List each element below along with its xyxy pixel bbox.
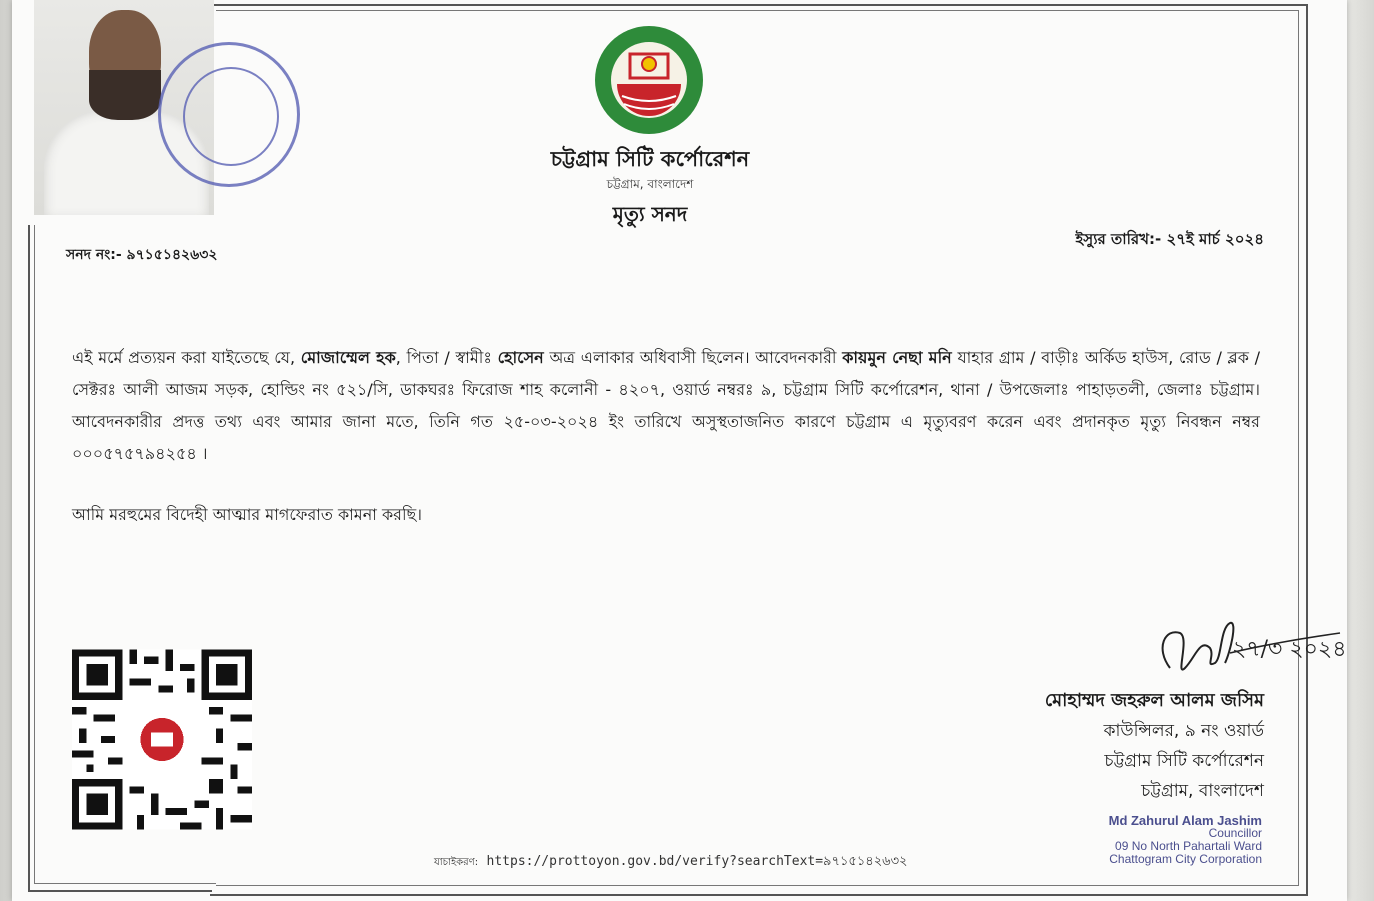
signatory-name: মোহাম্মদ জহরুল আলম জসিম: [1044, 690, 1264, 711]
verify-url[interactable]: https://prottoyon.gov.bd/verify?searchText=৯৭১৫১৪২৬৩২: [486, 854, 908, 869]
body-text-1: এই মর্মে প্রত্যয়ন করা যাইতেছে যে,: [72, 348, 296, 367]
certificate-body: [72, 342, 1260, 470]
signatory-block: [1045, 686, 1264, 806]
seal-name: Md Zahurul Alam Jashim: [1108, 813, 1262, 828]
applicant-name: কায়মুন নেছা মনি: [842, 348, 952, 367]
body-text-3: অত্র এলাকার অধিবাসী ছিলেন। আবেদনকারী: [549, 348, 837, 367]
underlying-paper-right: [1346, 0, 1374, 901]
body-text-2: , পিতা / স্বামীঃ: [395, 348, 492, 367]
verification-line: [434, 852, 908, 873]
handwritten-signature: [1150, 608, 1350, 698]
deceased-name: মোজাম্মেল হক: [300, 348, 396, 367]
verification-qr-code[interactable]: [72, 648, 252, 831]
english-seal: [1109, 814, 1262, 866]
document-title: মৃত্যু সনদ: [612, 202, 688, 226]
prayer-line: আমি মরহুমের বিদেহী আত্মার মাগফেরাত কামনা করছি।: [72, 505, 422, 524]
signatory-role: কাউন্সিলর, ৯ নং ওয়ার্ড: [1103, 721, 1264, 741]
city-corporation-logo: [592, 24, 707, 136]
seal-ward: 09 No North Pahartali Ward: [1115, 839, 1262, 853]
org-name: চট্টগ্রাম সিটি কর্পোরেশন: [550, 147, 750, 171]
border-left-outer: [28, 225, 30, 892]
border-bottom-inner: [34, 883, 216, 884]
signatory-org: চট্টগ্রাম সিটি কর্পোরেশন: [1104, 751, 1264, 771]
seal-role: Councillor: [1208, 826, 1262, 840]
signatory-place: চট্টগ্রাম, বাংলাদেশ: [1141, 781, 1264, 801]
org-location: চট্টগ্রাম, বাংলাদেশ: [606, 177, 694, 191]
body-text-4: যাহার গ্রাম / বাড়ীঃ অর্কিড হাউস, রোড / ব্লক / সেক্টরঃ আলী আজম সড়ক, হোল্ডিং নং ৫২১/সি, ডাকঘরঃ ফিরোজ শাহ কলোনী - ৪২০৭, ওয়ার্ড নম্বরঃ ৯, চট্টগ্রাম সিটি কর্পোরেশন, থানা / উপজেলাঃ পাহাড়তলী, জেলাঃ চট্টগ্রাম। আবেদনকারীর প্রদত্ত তথ্য এবং আমার জানা মতে, তিনি গত ২৫-০৩-২০২৪ ইং তারিখে অসুস্থতাজনিত কারণে চট্টগ্রাম এ মৃত্যুবরণ করেন এবং প্রদানকৃত মৃত্যু নিবন্ধন নম্বর ০০০৫৭৫৭৯৪২৫৪ ।: [72, 348, 1261, 463]
verify-label: যাচাইকরণ:: [434, 857, 479, 868]
signature-date: ২৭/৩ ২০২৪: [1232, 637, 1347, 662]
border-left-inner: [34, 225, 35, 884]
issue-date: ইস্যুর তারিখ:- ২৭ই মার্চ ২০২৪: [1075, 230, 1264, 248]
certificate-number: সনদ নং:- ৯৭১৫১৪২৬৩২: [66, 247, 218, 263]
father-name: হোসেন: [497, 348, 544, 367]
border-bottom-outer: [28, 890, 212, 892]
seal-org: Chattogram City Corporation: [1109, 852, 1262, 866]
